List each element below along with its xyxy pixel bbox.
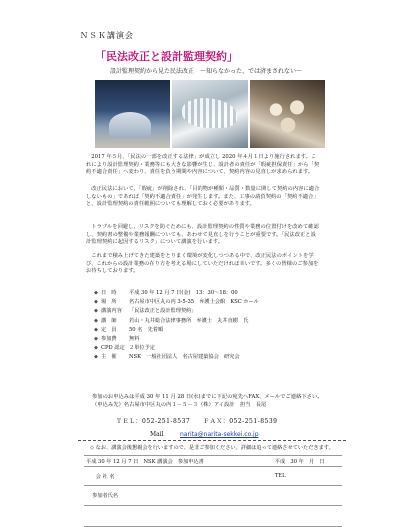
detail-row — [94, 317, 334, 326]
form-row-blank — [84, 506, 342, 527]
diamond-icon: ◇ — [90, 445, 94, 451]
detail-value: 「民法改正と設計監理契約」 — [129, 308, 197, 315]
detail-label: CPD 認定 — [101, 345, 125, 352]
diamond-icon: ◆ — [94, 299, 98, 306]
organizer-name: ＮＳＫ講演会 — [80, 31, 134, 40]
detail-row — [94, 307, 334, 316]
detail-label: 参加費 — [101, 336, 117, 343]
reception-note-text: なお、講演会後懇親会を行いますので、是非ご参加ください。詳細は追って連絡させていただきます。 — [95, 445, 334, 451]
diamond-icon: ◆ — [94, 326, 98, 333]
form-row-participant — [84, 486, 342, 506]
company-name-field[interactable] — [126, 467, 273, 486]
application-instructions — [92, 393, 332, 409]
participant-extra-field-2[interactable] — [273, 506, 342, 527]
detail-value: 50 名 先着順 — [129, 326, 164, 333]
detail-label: 定 員 — [101, 326, 117, 333]
tel-label: TEL — [274, 473, 286, 479]
company-label: 会 社 名 — [84, 467, 126, 486]
participant-label: 参加者氏名 — [84, 486, 126, 506]
detail-label: 主 催 — [101, 354, 117, 361]
participant-extra-field[interactable] — [273, 486, 342, 506]
diamond-icon: ◆ — [94, 317, 98, 324]
reception-note — [90, 444, 334, 451]
diamond-icon: ◆ — [94, 354, 98, 361]
photo-strip — [95, 80, 325, 148]
architecture-photo — [95, 80, 170, 148]
intro-paragraph: 改正民法において、「瑕疵」が削除され、「目的物が種類・品質・数量に関して契約の内容に適合しないもの」であれば「契約不適合責任」が発生します。また、工事の請負契約の「契約不適合」と、設計監理契約の責任範囲についても理解しておく必要があります。 — [86, 186, 320, 208]
detail-row — [94, 353, 334, 362]
detail-row — [94, 344, 334, 353]
intro-paragraph: 2017 年５月、「民法の一部を改正する法律」が成立し 2020 年４月１日より施行されます。これにより設計監理契約・業務等にも大きな影響が生じ、設計者の責任が「瑕疵担保責任」から「契約不適合責任」へ変わり、責任を負う期間や内容について、契約内容の見直しが求められます。 — [86, 154, 320, 176]
detail-value: NSK 一般社団法人 名古屋建築協会 研究会 — [129, 354, 240, 361]
event-details — [94, 289, 334, 363]
page-subtitle: 設計監理契約から見た民法改正 ～知らなかった、では済まされない～ — [110, 68, 303, 75]
intro-paragraph: トラブルを回避し、リスクを防ぐためにも、設計監理契約の性質や業務の位置付けを改めて確認し、契約書の整備や業務報酬についても、あわせて見直しを行うことが重要です。「民法改正と設計監理契約に起因するリスク」について講演を行います。 — [86, 224, 319, 246]
detail-value: ２単位予定 — [129, 345, 155, 352]
contact-email-link[interactable]: narita@narita-sekkei.co.jp — [180, 431, 259, 438]
participant-name-field-2[interactable] — [126, 506, 273, 527]
detail-row — [94, 289, 334, 298]
detail-label: 講演内容 — [101, 308, 122, 315]
detail-label: 場 所 — [101, 299, 117, 306]
detail-value: 若山・丸井総合法律事務所 弁護士 丸井直樹 氏 — [129, 317, 249, 324]
intro-paragraph: これまで積み上げてきた建築をとりまく環境が変化しつつある中で、改正民法のポイントを学び、これからの設計業務の在り方を考える場にしていただければ幸いです。多くの皆様のご参加をお待ちしております。 — [86, 253, 319, 275]
contact-phone-fax: ＴＥＬ：052-251-8537 ＦＡＸ：052-251-8539 — [116, 418, 278, 425]
diamond-icon: ◆ — [94, 290, 98, 296]
diamond-icon: ◆ — [94, 345, 98, 352]
tel-field[interactable] — [273, 467, 342, 486]
detail-value: 平成 30 年 12 月 7 日(金) 13：30～18：00 — [129, 290, 238, 296]
form-header-row — [84, 456, 342, 467]
detail-label: 講 師 — [101, 317, 117, 324]
form-row-company — [84, 467, 342, 486]
participant-name-field[interactable] — [126, 486, 273, 506]
row-label-empty — [84, 506, 126, 527]
cut-line-divider — [78, 440, 346, 441]
application-deadline: 参加のお申込みは平成 30 年 11 月 28 日(水)までに下記の宛先へFAX、メールでご連絡下さい。 — [92, 394, 323, 400]
detail-value: 無料 — [129, 336, 140, 343]
architecture-photo — [250, 80, 325, 148]
detail-value: 名古屋市中区丸の内 3-5-35 弁護士会館 KSC ホール — [129, 299, 259, 306]
diamond-icon: ◆ — [94, 336, 98, 343]
mail-label: Mail — [150, 431, 164, 438]
detail-row — [94, 298, 334, 307]
form-header-date: 平成 30 年 月 日 — [273, 456, 342, 467]
page-title: 「民法改正と設計監理契約」 — [95, 50, 238, 63]
application-form — [84, 455, 342, 527]
detail-label: 日 時 — [101, 290, 117, 296]
form-header-left: 平成 30 年 12 月 7 日 NSK 講演会 参加申込書 — [84, 456, 273, 467]
application-address: （申込み先）名古屋市中区丸の内１－５－３（株）アイ設計 担当 長尾 — [92, 402, 267, 408]
diamond-icon: ◆ — [94, 308, 98, 315]
architecture-photo — [172, 80, 247, 148]
detail-row — [94, 335, 334, 344]
detail-row — [94, 326, 334, 335]
